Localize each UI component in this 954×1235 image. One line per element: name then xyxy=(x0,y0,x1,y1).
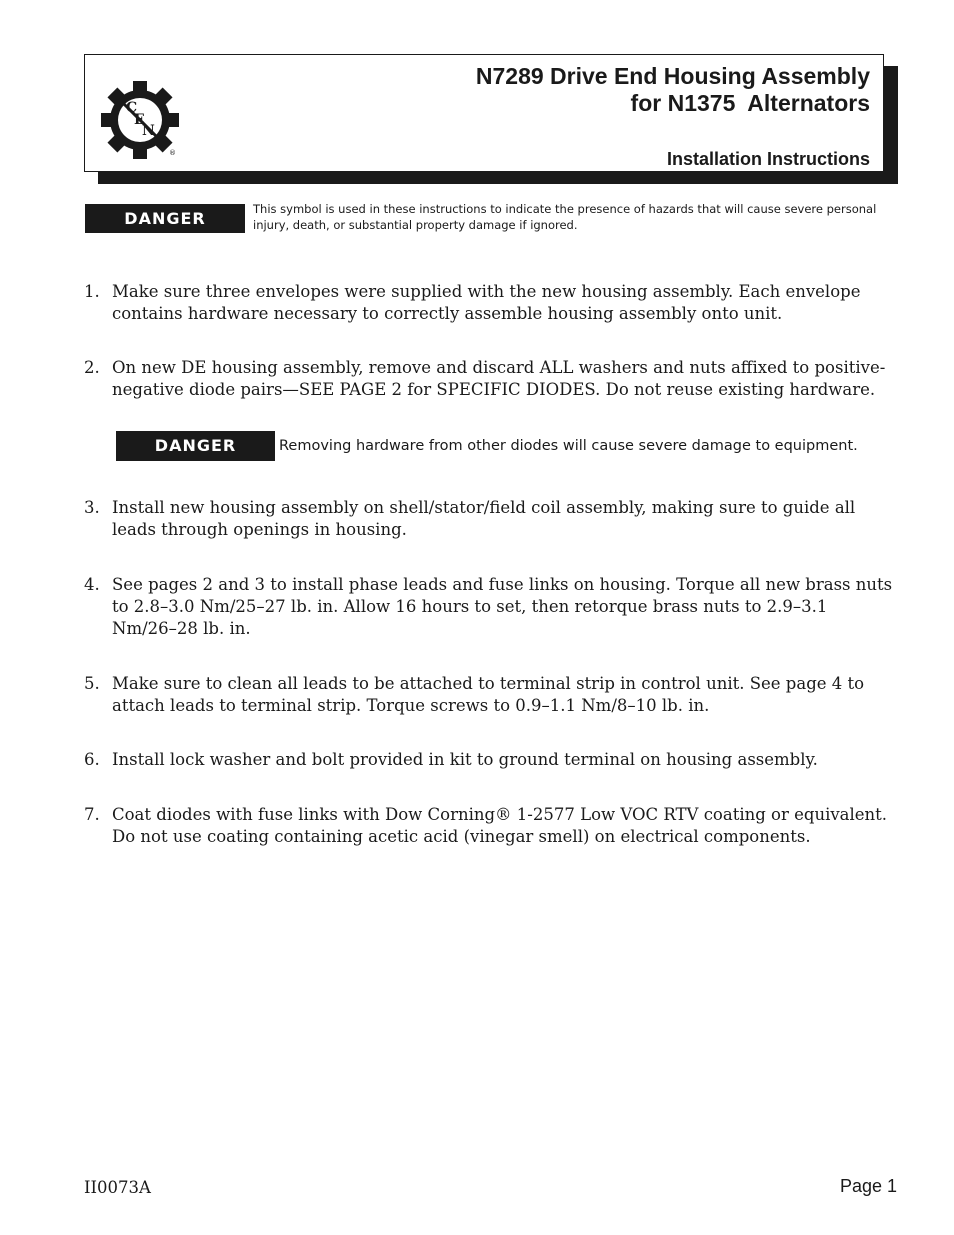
gear-logo-icon xyxy=(99,79,181,161)
step-number: 3. xyxy=(84,498,100,517)
page-number: Page 1 xyxy=(839,1176,897,1196)
logo-registered-mark: ® xyxy=(169,149,176,157)
step-text: Coat diodes with fuse links with Dow Corning® 1-2577 Low VOC RTV coating or equivalent. Do not use coating containing acetic acid (vinegar smell) on electrical components. xyxy=(112,805,888,846)
step-number: 4. xyxy=(84,575,100,594)
step-7 xyxy=(84,804,894,848)
header-box xyxy=(84,54,884,172)
step-number: 6. xyxy=(84,750,100,769)
step-text: Make sure three envelopes were supplied with the new housing assembly. Each envelope contains hardware necessary to correctly assemble housing assembly onto unit. xyxy=(112,282,861,323)
step-number: 1. xyxy=(84,282,100,301)
logo-letter-e: E xyxy=(134,112,145,128)
step-text: See pages 2 and 3 to install phase leads and fuse links on housing. Torque all new brass nuts to 2.8–3.0 Nm/25–27 lb. in. Allow 16 hours to set, then retorque brass nuts to 2.9–3.1 Nm/26–28 lb. in. xyxy=(112,575,893,638)
title-line-2: for N1375 Alternators xyxy=(630,90,870,116)
logo-letter-n: N xyxy=(142,123,155,139)
document-subtitle: Installation Instructions xyxy=(666,149,870,169)
step-6 xyxy=(84,749,894,771)
document-code: II0073A xyxy=(84,1178,151,1197)
step-number: 7. xyxy=(84,805,100,824)
title-line-1: N7289 Drive End Housing Assembly xyxy=(475,63,870,89)
step-2 xyxy=(84,357,894,401)
logo-letter-c: C xyxy=(126,100,138,116)
step-number: 2. xyxy=(84,358,100,377)
step-1 xyxy=(84,281,894,325)
step-text: On new DE housing assembly, remove and discard ALL washers and nuts affixed to positive-negative diode pairs—SEE PAGE 2 for SPECIFIC DIODES. Do not reuse existing hardware. xyxy=(112,358,886,399)
danger-callout-text: Removing hardware from other diodes will cause severe damage to equipment. xyxy=(279,438,858,454)
danger-badge: DANGER xyxy=(85,204,245,233)
step-2-danger-callout xyxy=(116,431,906,461)
step-text: Install new housing assembly on shell/stator/field coil assembly, making sure to guide all leads through openings in housing. xyxy=(112,498,856,539)
step-3 xyxy=(84,497,894,541)
step-5 xyxy=(84,673,894,717)
step-text: Make sure to clean all leads to be attached to terminal strip in control unit. See page 4 to attach leads to terminal strip. Torque screws to 0.9–1.1 Nm/8–10 lb. in. xyxy=(112,674,865,715)
danger-badge: DANGER xyxy=(116,431,275,461)
document-title xyxy=(476,63,870,117)
step-text: Install lock washer and bolt provided in kit to ground terminal on housing assembly. xyxy=(112,750,818,769)
step-4 xyxy=(84,574,894,640)
step-number: 5. xyxy=(84,674,100,693)
danger-symbol-note: This symbol is used in these instructions to indicate the presence of hazards that will cause severe personal injury, death, or substantial property damage if ignored. xyxy=(253,202,877,232)
